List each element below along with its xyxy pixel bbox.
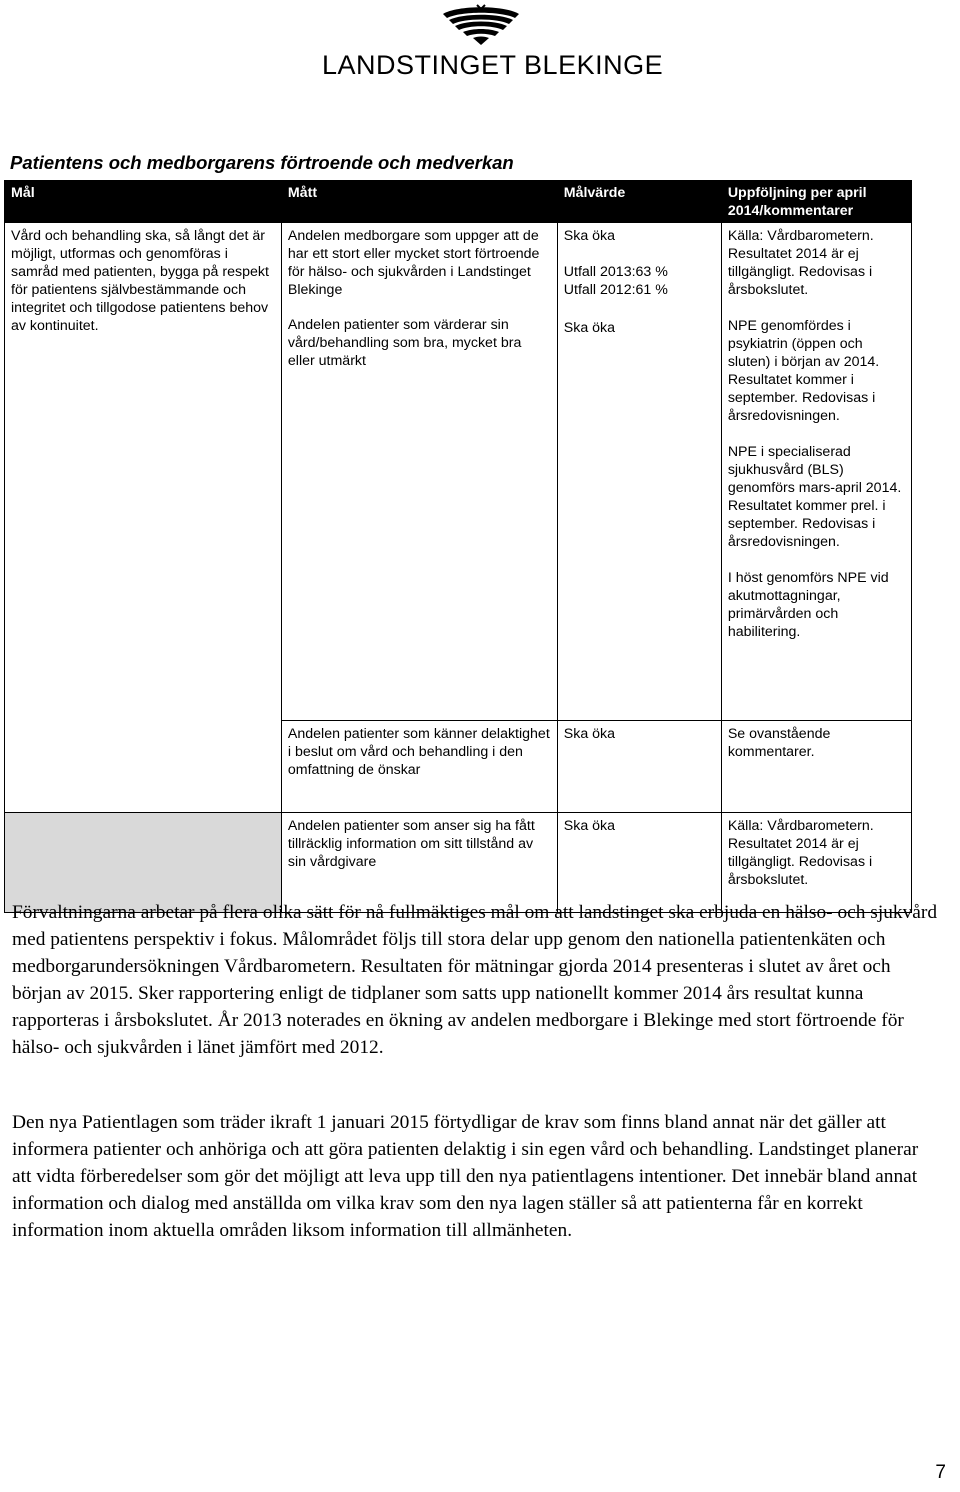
outcome-2012: Utfall 2012:61 % (563, 282, 668, 298)
header-logo (0, 0, 960, 90)
crown-ship-emblem-icon (437, 4, 525, 46)
body-paragraph: Den nya Patientlagen som träder ikraft 1 januari 2015 förtydligar de krav som finns bland annat när det gäller att informera patienter och anhöriga och att göra patienten delaktig i sin egen vård och behandling. Landstinget planerar att vidta förberedelser som gör det möjligt att leva upp till den nya patientlagens intentioner. Det innebär bland annat information och dialog med anställda om vilka krav som den nya lagen ställer så att patienterna får en korrekt information inom aktuella områden liksom information till allmänheten. (12, 1112, 919, 1241)
empty-shaded-cell (5, 813, 282, 913)
target-cell (557, 721, 721, 813)
followup-cell (721, 223, 911, 721)
measure-text: Andelen patienter som värderar sin vård/behandling som bra, mycket bra eller utmärkt (287, 317, 522, 369)
followup-text: Källa: Vårdbarometern. Resultatet 2014 är ej tillgängligt. Redovisas i årsbokslutet. (727, 818, 874, 888)
followup-text: NPE i specialiserad sjukhusvård (BLS) genomförs mars-april 2014. Resultatet kommer prel. i september. Redovisas i årsredovisningen. (727, 444, 902, 550)
column-header-followup: Uppföljning per april 2014/kommentarer (721, 181, 911, 223)
measure-text: Andelen patienter som anser sig ha fått tillräcklig information om sitt tillstånd av sin vårdgivare (287, 818, 535, 870)
logo-wordmark: LANDSTINGET BLEKINGE (322, 50, 664, 80)
section-title: Patientens och medborgarens förtroende och medverkan (10, 152, 514, 173)
measure-cell (281, 223, 557, 721)
goal-text: Vård och behandling ska, så långt det är möjligt, utformas och genomföras i samråd med patienten, bygga på respekt för patientens självbestämmande och integritet och tillgodose patientens behov av kontinuitet. (11, 228, 269, 334)
goal-cell-continued (5, 721, 282, 813)
column-header-measure: Mått (281, 181, 557, 223)
goals-table (4, 180, 912, 913)
table-row (5, 813, 912, 913)
measure-text: Andelen patienter som känner delaktighet i beslut om vård och behandling i den omfattning de önskar (287, 726, 550, 778)
measure-cell (281, 721, 557, 813)
table-row (5, 223, 912, 721)
followup-text: Källa: Vårdbarometern. Resultatet 2014 är ej tillgängligt. Redovisas i årsbokslutet. (727, 228, 874, 298)
followup-text: Se ovanstående kommentarer. (727, 726, 831, 760)
followup-cell (721, 721, 911, 813)
outcome-2013: Utfall 2013:63 % (563, 264, 668, 280)
measure-text: Andelen medborgare som uppger att de har ett stort eller mycket stort förtroende för hälso- och sjukvården i Landstinget Blekinge (287, 228, 540, 298)
target-text: Ska öka (563, 320, 616, 336)
followup-cell (721, 813, 911, 913)
target-text: Ska öka (563, 228, 616, 244)
column-header-target: Målvärde (557, 181, 721, 223)
column-header-goal: Mål (5, 181, 282, 223)
target-text: Ska öka (563, 818, 616, 834)
target-cell (557, 813, 721, 913)
target-cell (557, 223, 721, 721)
body-paragraph: Förvaltningarna arbetar på flera olika sätt för nå fullmäktiges mål om att landstinget ska erbjuda en hälso- och sjukvård med patientens perspektiv i fokus. Målområdet följs till stora delar upp genom den nationella patientenkäten och medborgarundersökningen Vårdbarometern. Resultaten för mätningar gjorda 2014 presenteras i slutet av året och början av 2015. Sker rapportering enligt de tidplaner som satts upp nationellt kommer 2014 års resultat kunna rapporteras i årsbokslutet. År 2013 noterades en ökning av andelen medborgare i Blekinge med stort förtroende för hälso- och sjukvården i länet jämfört med 2012. (12, 902, 938, 1058)
followup-text: NPE genomfördes i psykiatrin (öppen och sluten) i början av 2014. Resultatet kommer i september. Redovisas i årsredovisningen. (727, 318, 880, 424)
target-text: Ska öka (563, 726, 616, 742)
table-header-row (5, 181, 912, 223)
followup-text: I höst genomförs NPE vid akutmottagningar, primärvården och habilitering. (727, 570, 889, 640)
goal-cell (5, 223, 282, 721)
page-number: 7 (935, 1462, 946, 1483)
table-row (5, 721, 912, 813)
measure-cell (281, 813, 557, 913)
